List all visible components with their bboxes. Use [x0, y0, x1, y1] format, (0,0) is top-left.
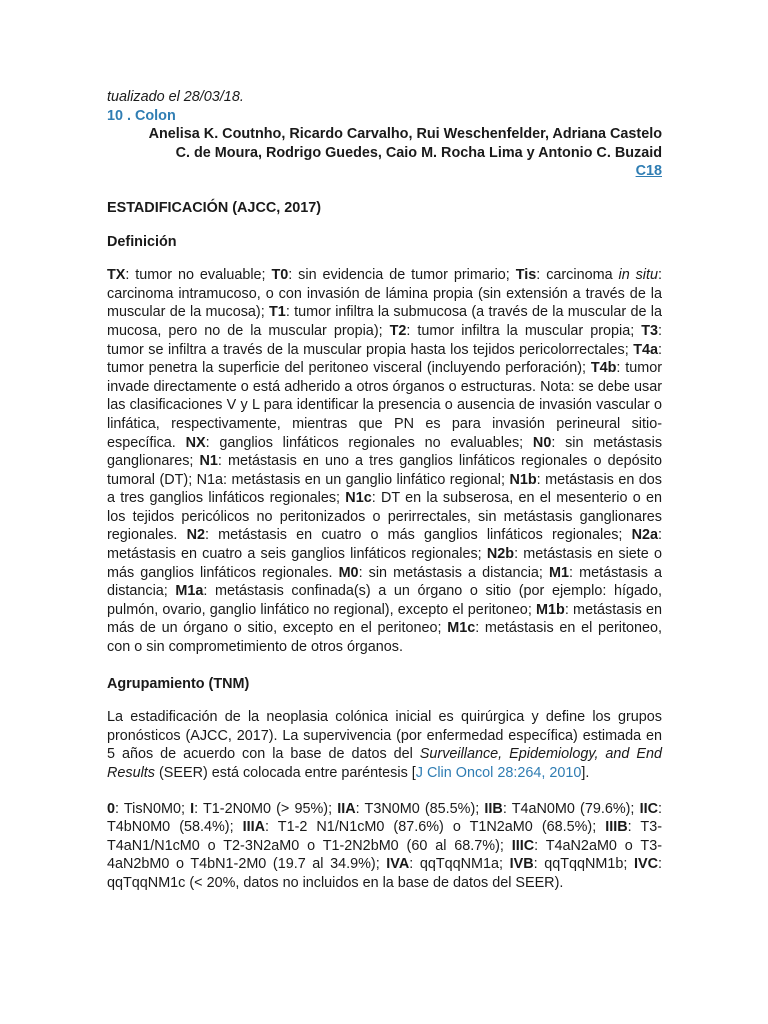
- def-t2: : tumor infiltra la muscular propia;: [406, 322, 642, 339]
- def-t0: : sin evidencia de tumor primario;: [288, 267, 516, 284]
- def-t3: : tumor se infiltra a través de la muscular propia hasta los tejidos pericolorrectales;: [107, 322, 663, 358]
- reference-link[interactable]: J Clin Oncol 28:264, 2010: [415, 765, 582, 781]
- stage-ivc: IVC: [634, 856, 658, 873]
- tnm-intro-text-2: (SEER) está colocada entre paréntesis [: [155, 765, 416, 781]
- def-n1: : metástasis en uno a tres ganglios linfáticos regionales o depósito tumoral (DT); N1a: metástasis en un ganglio linfático regional;: [107, 453, 662, 488]
- stage-iic: IIC: [639, 800, 658, 817]
- term-n1c: N1c: [345, 490, 372, 507]
- def-t1: : tumor infiltra la submucosa (a través de la muscular de la mucosa, pero no de la muscular propia);: [107, 304, 662, 339]
- stage-i-desc: : T1-2N0M0 (> 95%);: [194, 800, 338, 817]
- term-n1b: N1b: [509, 471, 537, 488]
- stage-0-desc: : TisN0M0;: [115, 800, 191, 817]
- term-m0: M0: [338, 564, 359, 581]
- stage-iiic: IIIC: [511, 837, 535, 854]
- tnm-intro-text-3: ].: [581, 765, 590, 781]
- term-nx: NX: [185, 434, 206, 451]
- term-m1b: M1b: [536, 601, 565, 618]
- stage-iiib: IIIB: [605, 819, 628, 836]
- def-in-situ: : carcinoma intramucoso, o con invasión de lámina propia (sin extensión a través de la muscular de la mucosa);: [107, 267, 663, 321]
- term-n2b: N2b: [486, 546, 515, 563]
- def-n0: : sin metástasis ganglionares;: [107, 434, 663, 470]
- tnm-intro-text-1: La estadificación de la neoplasia colónica inicial es quirúrgica y define los grupos pronósticos (AJCC, 2017). La supervivencia (por enfermedad específica) estimada en 5 años de acuerdo con la base de datos del: [107, 709, 662, 763]
- term-n0: N0: [532, 434, 552, 451]
- stage-iia-desc: : T3N0M0 (85.5%);: [355, 800, 485, 817]
- stage-ivc-desc: : qqTqqNM1c (< 20%, datos no incluidos en la base de datos del SEER).: [107, 856, 662, 891]
- def-m1b: : metástasis en más de un órgano o sitio, excepto en el peritoneo;: [107, 601, 662, 637]
- stage-iva-desc: : qqTqqNM1a;: [409, 856, 510, 873]
- document-content: [107, 88, 662, 893]
- stage-ivb-desc: : qqTqqNM1b;: [533, 856, 634, 873]
- def-n2: : metástasis en cuatro o más ganglios linfáticos regionales;: [205, 527, 632, 544]
- stage-iiia-desc: : T1-2 N1/N1cM0 (87.6%) o T1N2aM0 (68.5%);: [265, 819, 606, 836]
- stage-i: I: [190, 800, 195, 817]
- stage-0: 0: [107, 800, 116, 817]
- term-m1a: M1a: [175, 583, 204, 600]
- term-t4a: T4a: [633, 341, 658, 358]
- def-m1: : metástasis a distancia;: [107, 564, 662, 600]
- term-tx: TX: [107, 267, 126, 284]
- updated-date: tualizado el 28/03/18.: [107, 89, 244, 105]
- term-t1: T1: [269, 304, 286, 321]
- definition-heading: Definición: [107, 233, 177, 250]
- term-n1: N1: [199, 453, 218, 470]
- def-tis: : carcinoma: [536, 267, 619, 284]
- tnm-heading: Agrupamiento (TNM): [107, 675, 250, 692]
- icd-code-link[interactable]: C18: [635, 163, 662, 180]
- def-n1c: : DT en la subserosa, en el mesenterio o en los tejidos pericólicos no peritonizados o perirrectales, sin metástasis ganglionares regionales.: [107, 490, 662, 544]
- stage-iib: IIB: [484, 800, 503, 817]
- term-t0: T0: [271, 267, 289, 284]
- def-m1a: : metástasis confinada(s) a un órgano o sitio (por ejemplo: hígado, pulmón, ovario, ganglio linfático no regional), excepto el peritoneo;: [107, 583, 662, 618]
- stage-iib-desc: : T4aN0M0 (79.6%);: [502, 800, 640, 817]
- term-tis: Tis: [515, 267, 537, 284]
- authors-line-2: C. de Moura, Rodrigo Guedes, Caio M. Rocha Lima y Antonio C. Buzaid: [175, 144, 662, 161]
- term-m1: M1: [549, 564, 570, 581]
- stage-iic-desc: : T4bN0M0 (58.4%);: [107, 800, 662, 836]
- stage-iiic-desc: : T4aN2aM0 o T3-4aN2bM0 o T4bN1-2M0 (19.7 al 34.9%);: [107, 837, 662, 873]
- term-m1c: M1c: [447, 620, 476, 637]
- stage-groups-paragraph: [107, 800, 662, 893]
- stage-ivb: IVB: [509, 856, 534, 873]
- staging-heading: ESTADIFICACIÓN (AJCC, 2017): [107, 199, 322, 216]
- def-nx: : ganglios linfáticos regionales no evaluables;: [205, 434, 533, 451]
- chapter-title: 10 . Colon: [107, 107, 176, 124]
- stage-iiia: IIIA: [242, 819, 266, 836]
- def-t4a: : tumor penetra la superficie del peritoneo visceral (incluyendo perforación);: [107, 341, 662, 377]
- term-n2: N2: [186, 527, 205, 544]
- definition-paragraph: [107, 266, 662, 656]
- stage-iva: IVA: [386, 856, 410, 873]
- term-t3: T3: [641, 322, 659, 339]
- def-n1b: : metástasis en dos a tres ganglios linfáticos regionales;: [107, 471, 662, 507]
- def-n2b: : metástasis en siete o más ganglios linfáticos regionales.: [107, 546, 662, 581]
- tnm-intro-paragraph: [107, 708, 662, 782]
- stage-iia: IIA: [337, 800, 356, 817]
- def-m1c: : metástasis en el peritoneo, con o sin comprometimiento de otros órganos.: [107, 620, 663, 656]
- authors-line-1: Anelisa K. Coutnho, Ricardo Carvalho, Rui Weschenfelder, Adriana Castelo: [148, 126, 662, 143]
- term-t4b: T4b: [590, 360, 617, 377]
- code-link-row: [107, 162, 662, 181]
- def-n2a: : metástasis en cuatro a seis ganglios linfáticos regionales;: [107, 527, 662, 563]
- stage-iiib-desc: : T3-T4aN1/N1cM0 o T2-3N2aM0 o T1-2N2bM0 (60 al 68.7%);: [107, 819, 662, 854]
- def-t4b: : tumor invade directamente o está adherido a otros órganos o estructuras. Nota: se debe usar las clasificaciones V y L para identificar la presencia o ausencia de invasión vascular o linfática, respectivamente, mientras que PN es para invasión perineural sitio-específica.: [107, 360, 662, 451]
- seer-name: Surveillance, Epidemiology, and End Results: [107, 746, 662, 781]
- term-t2: T2: [389, 322, 407, 339]
- term-in-situ: in situ: [618, 267, 659, 284]
- authors: [107, 125, 662, 162]
- def-tx: : tumor no evaluable;: [125, 267, 272, 284]
- def-m0: : sin metástasis a distancia;: [358, 564, 550, 581]
- term-n2a: N2a: [631, 527, 658, 544]
